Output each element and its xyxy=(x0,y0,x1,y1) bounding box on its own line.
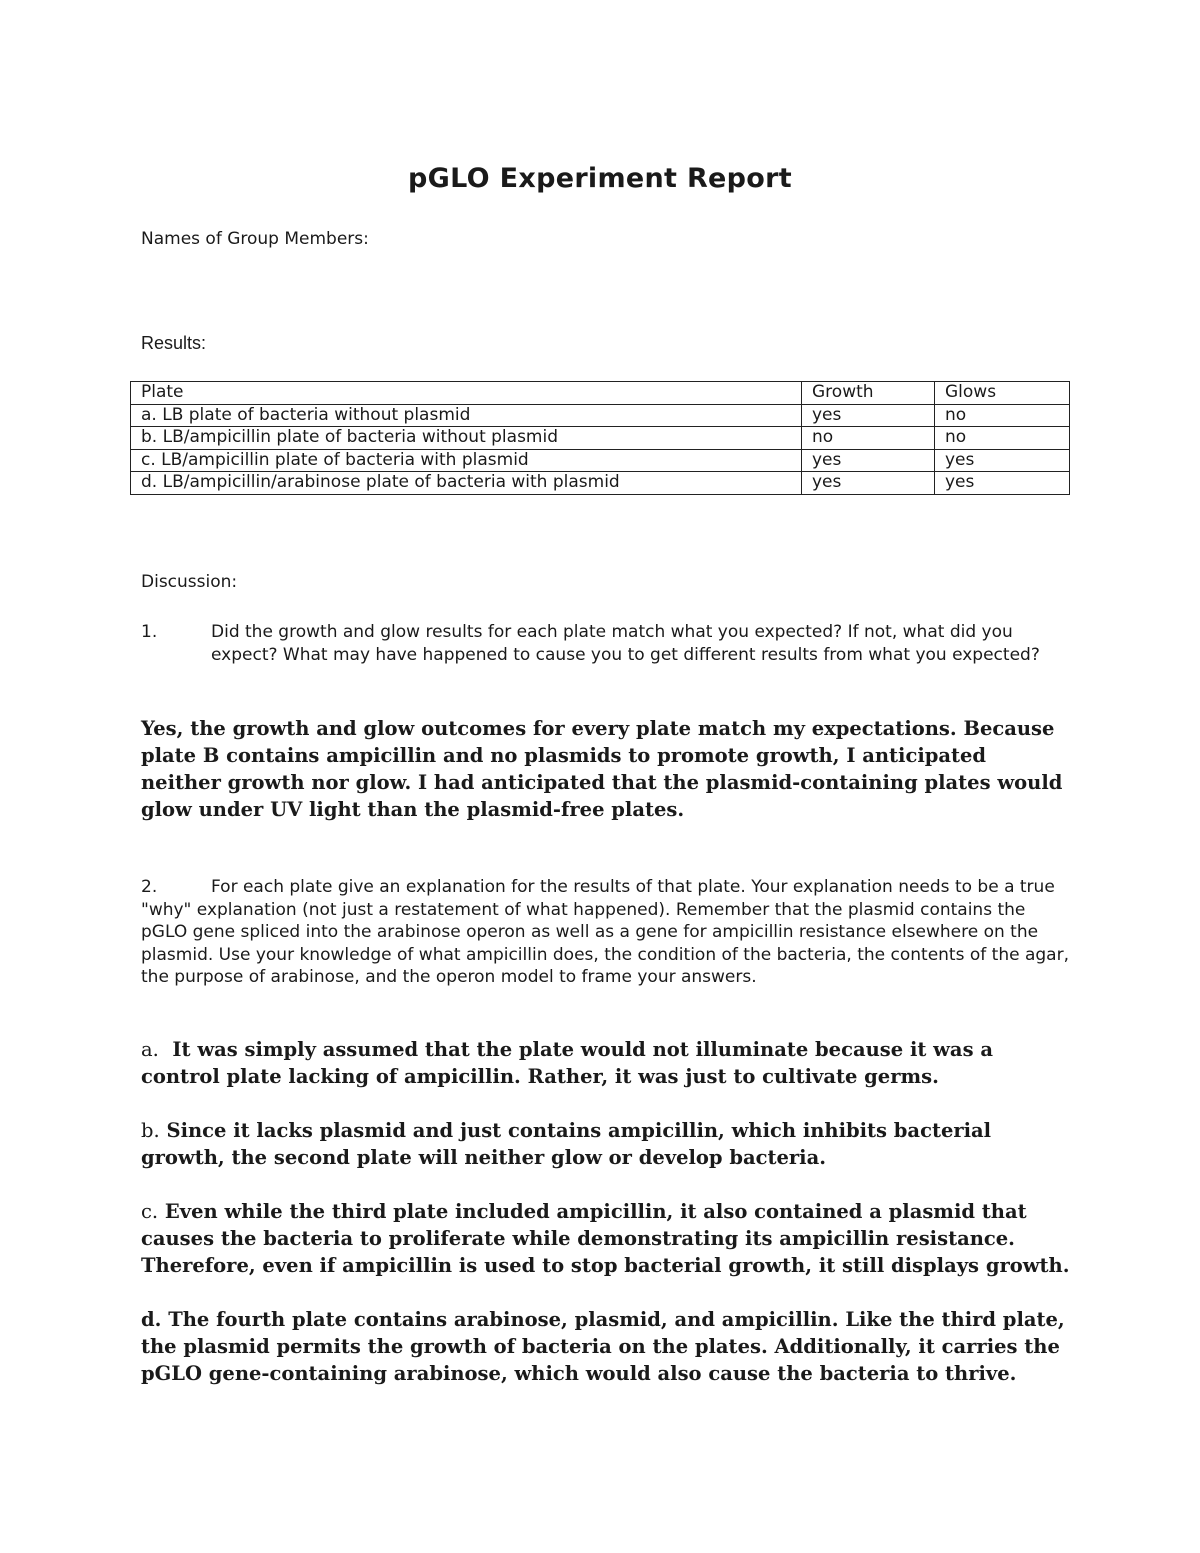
answer-1: Yes, the growth and glow outcomes for every plate match my expectations. Because plate B contains ampicillin and no plasmids to promote growth, I anticipated neither growth nor glow. I had anticipated that the plasmid-containing plates would glow under UV light than the plasmid-free plates. xyxy=(141,717,1063,821)
cell-glows: no xyxy=(935,404,1070,427)
answer-2a xyxy=(141,1036,1071,1090)
results-table xyxy=(130,381,1070,495)
cell-growth: yes xyxy=(802,404,935,427)
answer-2c xyxy=(141,1198,1071,1279)
answer-2c-prefix: c. xyxy=(141,1200,159,1223)
cell-plate: c. LB/ampicillin plate of bacteria with plasmid xyxy=(131,449,802,472)
table-row xyxy=(131,404,1070,427)
question-1-text: Did the growth and glow results for each plate match what you expected? If not, what did you expect? What may have happened to cause you to get different results from what you expected? xyxy=(211,622,1040,665)
question-2-number: 2. xyxy=(141,877,158,897)
cell-plate: d. LB/ampicillin/arabinose plate of bacteria with plasmid xyxy=(131,472,802,495)
header-glows: Glows xyxy=(935,382,1070,405)
table-header-row xyxy=(131,382,1070,405)
table-row xyxy=(131,472,1070,495)
question-2-text: For each plate give an explanation for the results of that plate. Your explanation needs to be a true "why" explanation (not just a restatement of what happened). Remember that the plasmid contains the pGLO gene spliced into the arabinose operon as well as a gene for ampicillin resistance elsewhere on the plasmid. Use your knowledge of what ampicillin does, the condition of the bacteria, the contents of the agar, the purpose of arabinose, and the operon model to frame your answers. xyxy=(141,877,1069,987)
answer-2d-prefix: d. xyxy=(141,1308,162,1331)
answer-2c-text: Even while the third plate included ampicillin, it also contained a plasmid that causes the bacteria to proliferate while demonstrating its ampicillin resistance. Therefore, even if ampicillin is used to stop bacterial growth, it still displays growth. xyxy=(141,1200,1070,1277)
cell-glows: no xyxy=(935,427,1070,450)
table-row xyxy=(131,427,1070,450)
cell-plate: b. LB/ampicillin plate of bacteria without plasmid xyxy=(131,427,802,450)
cell-growth: no xyxy=(802,427,935,450)
question-1-number: 1. xyxy=(141,622,158,642)
cell-glows: yes xyxy=(935,449,1070,472)
answer-2a-text: It was simply assumed that the plate would not illuminate because it was a control plate lacking of ampicillin. Rather, it was just to cultivate germs. xyxy=(141,1038,993,1088)
document-title: pGLO Experiment Report xyxy=(408,163,792,194)
answer-2d-text: The fourth plate contains arabinose, plasmid, and ampicillin. Like the third plate, the plasmid permits the growth of bacteria on the plates. Additionally, it carries the pGLO gene-containing arabinose, which would also cause the bacteria to thrive. xyxy=(141,1308,1065,1385)
question-2 xyxy=(141,876,1071,989)
cell-plate: a. LB plate of bacteria without plasmid xyxy=(131,404,802,427)
answer-2b-text: Since it lacks plasmid and just contains ampicillin, which inhibits bacterial growth, the second plate will neither glow or develop bacteria. xyxy=(141,1119,992,1169)
header-growth: Growth xyxy=(802,382,935,405)
results-heading: Results: xyxy=(141,333,207,353)
answer-2a-prefix: a. xyxy=(141,1038,159,1061)
cell-glows: yes xyxy=(935,472,1070,495)
cell-growth: yes xyxy=(802,472,935,495)
cell-growth: yes xyxy=(802,449,935,472)
header-plate: Plate xyxy=(131,382,802,405)
table-row xyxy=(131,449,1070,472)
answer-2b xyxy=(141,1117,1071,1171)
discussion-heading: Discussion: xyxy=(141,572,238,592)
group-members-label: Names of Group Members: xyxy=(141,229,369,249)
answer-2d xyxy=(141,1306,1071,1387)
answer-2b-prefix: b. xyxy=(141,1119,160,1142)
